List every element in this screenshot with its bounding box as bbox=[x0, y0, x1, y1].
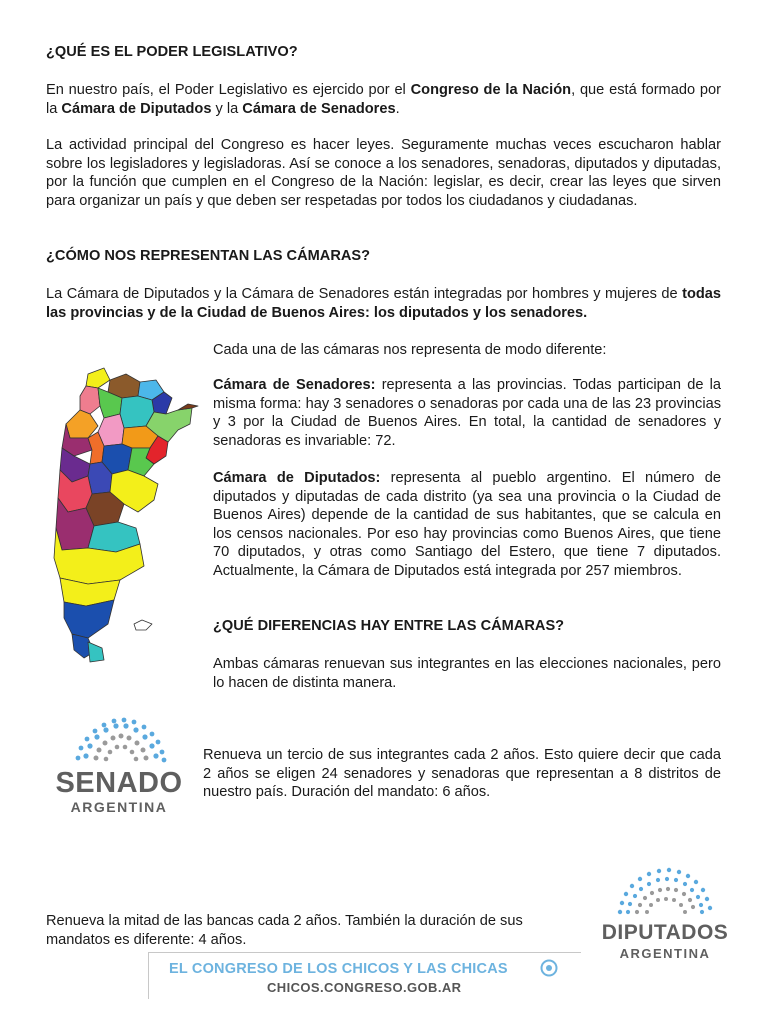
senado-argentina-logo bbox=[44, 712, 194, 816]
diputados-argentina-logo bbox=[590, 860, 740, 964]
heading-diferencias: ¿QUÉ DIFERENCIAS HAY ENTRE LAS CÁMARAS? bbox=[213, 618, 565, 634]
paragraph-actividad: La actividad principal del Congreso es hacer leyes. Seguramente muchas veces escucharon hablar sobre los legisladores y legisladoras. Así se conoce a los senadores, senadoras, diputados y diputadas, por la función que cumplen en el Congreso de la Nación: legislar, es decir, crear las leyes que sirven para organizar un país y que deben ser respetadas por todos los ciudadanos y ciudadanas. bbox=[46, 137, 721, 209]
paragraph-diputados-renovacion: Renueva la mitad de las bancas cada 2 años. También la duración de sus mandatos es diferente: 4 años. bbox=[46, 913, 523, 948]
paragraph-renuevan: Ambas cámaras renuevan sus integrantes en las elecciones nacionales, pero lo hacen de distinta manera. bbox=[213, 656, 721, 691]
argentina-map bbox=[28, 352, 200, 672]
diputados-word: DIPUTADOS bbox=[601, 921, 729, 944]
paragraph-camara-diputados: Cámara de Diputados: representa al pueblo argentino. El número de diputados y diputadas de cada distrito (ya sea una provincia o la Ciudad de Buenos Aires) depende de la cantidad de sus habitantes, que se calcula en los censos nacionales. Por eso hay provincias como Buenos Aires, que tiene 70 diputados, y otras como Santiago del Estero, que tiene 7 diputados. Actualmente, la Cámara de Diputados está integrada por 257 miembros. bbox=[213, 470, 721, 579]
target-icon bbox=[540, 959, 558, 983]
hemicycle-icon bbox=[44, 712, 194, 772]
senado-argentina-word: ARGENTINA bbox=[70, 799, 168, 815]
paragraph-integradas: La Cámara de Diputados y la Cámara de Senadores están integradas por hombres y mujeres de todas las provincias y de la Ciudad de Buenos Aires: los diputados y los senadores. bbox=[46, 286, 721, 321]
heading-como-representan: ¿CÓMO NOS REPRESENTAN LAS CÁMARAS? bbox=[46, 248, 371, 264]
paragraph-cada-camara: Cada una de las cámaras nos representa de modo diferente: bbox=[213, 342, 607, 358]
paragraph-senado-renovacion: Renueva un tercio de sus integrantes cada 2 años. Esto quiere decir que cada 2 años se eligen 24 senadores y senadoras que representan a 8 distritos de nuestro país. Duración del mandato: 6 años. bbox=[203, 747, 721, 801]
footer-banner bbox=[148, 952, 581, 999]
senado-word: SENADO bbox=[55, 767, 183, 799]
heading-poder-legislativo: ¿QUÉ ES EL PODER LEGISLATIVO? bbox=[46, 44, 298, 60]
footer-title: EL CONGRESO DE LOS CHICOS Y LAS CHICAS bbox=[169, 961, 508, 977]
diputados-argentina-word: ARGENTINA bbox=[619, 946, 711, 961]
paragraph-camara-senadores: Cámara de Senadores: representa a las provincias. Todas participan de la misma forma: hay 3 senadores o senadoras por cada una de las 23 provincias y 3 por la Ciudad de Buenos Aires. En total, la cantidad de senadores y senadoras es invariable: 72. bbox=[213, 377, 722, 449]
hemicycle-icon bbox=[590, 860, 740, 920]
argentina-map-icon bbox=[28, 352, 200, 672]
paragraph-congreso: En nuestro país, el Poder Legislativo es ejercido por el Congreso de la Nación, que está formado por la Cámara de Diputados y la Cámara de Senadores. bbox=[46, 82, 721, 117]
footer-website-link[interactable]: CHICOS.CONGRESO.GOB.AR bbox=[267, 980, 462, 995]
